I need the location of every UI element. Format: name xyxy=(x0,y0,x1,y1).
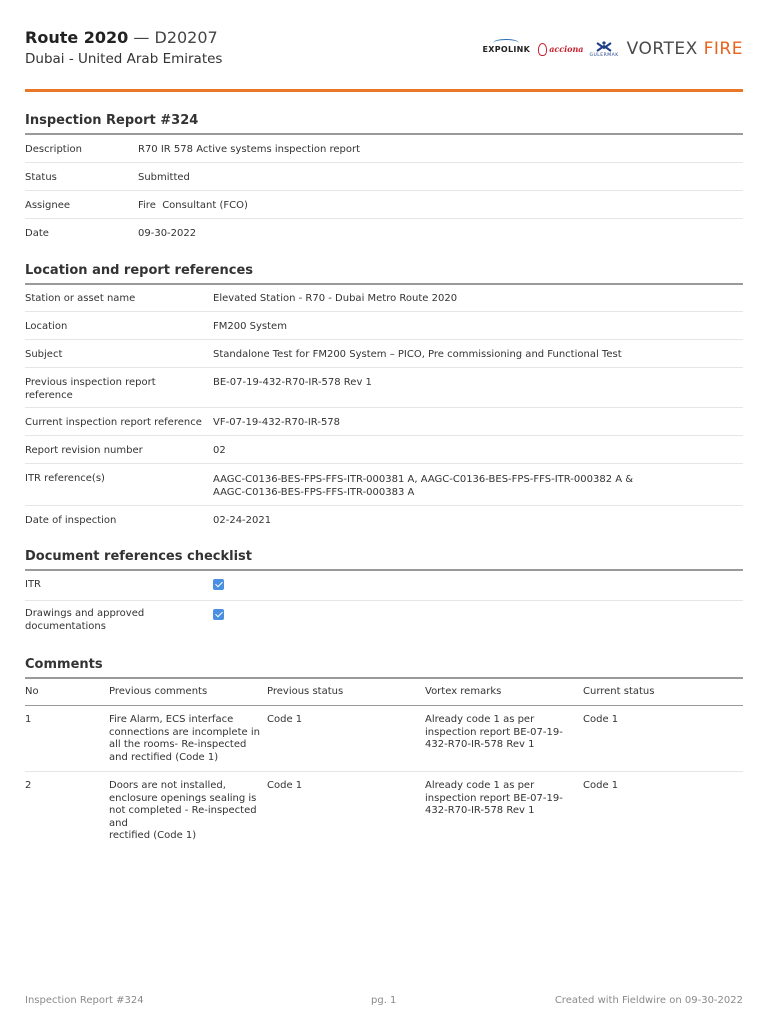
footer-page-number: pg. 1 xyxy=(371,995,397,1006)
comment-previous-status: Code 1 xyxy=(267,714,303,725)
comment-row xyxy=(25,772,743,848)
ref-label: Station or asset name xyxy=(25,293,136,304)
ref-label: Report revision number xyxy=(25,445,143,456)
comment-previous-comments: Fire Alarm, ECS interface connections are incomplete in all the rooms- Re-inspected and rectified (Code 1) xyxy=(109,714,260,763)
project-code: D20207 xyxy=(154,28,218,47)
page-footer xyxy=(25,995,743,1009)
expolink-logo-text: EXPOLINK xyxy=(482,44,531,54)
info-value: 09-30-2022 xyxy=(138,228,197,239)
ref-row-subject xyxy=(25,340,743,368)
acciona-logo-text: acciona xyxy=(549,44,584,54)
report-page xyxy=(25,0,743,1024)
title-separator: — xyxy=(133,28,150,47)
info-row-date xyxy=(25,219,743,247)
ref-value: AAGC-C0136-BES-FPS-FFS-ITR-000381 A, AAGC-C0136-BES-FPS-FFS-ITR-000382 A & AAGC-C0136-BES-FPS-FFS-ITR-000383 A xyxy=(213,474,634,498)
ref-value: FM200 System xyxy=(213,321,287,332)
comment-current-status: Code 1 xyxy=(583,714,619,725)
ref-value: Elevated Station - R70 - Dubai Metro Route 2020 xyxy=(213,293,458,304)
comment-no: 1 xyxy=(25,714,32,725)
ref-row-revision xyxy=(25,436,743,464)
checklist-row-itr xyxy=(25,571,743,601)
info-value: Submitted xyxy=(138,172,190,183)
ref-value: Standalone Test for FM200 System – PICO, Pre commissioning and Functional Test xyxy=(213,349,622,360)
comment-vortex-remarks: Already code 1 as per inspection report BE-07-19- 432-R70-IR-578 Rev 1 xyxy=(425,780,563,817)
acciona-logo xyxy=(538,43,583,56)
col-header-vortex-remarks: Vortex remarks xyxy=(425,686,502,697)
info-label: Assignee xyxy=(25,200,71,211)
ref-label: Location xyxy=(25,321,68,332)
checklist-label: ITR xyxy=(25,579,42,590)
vortex-fire-logo xyxy=(627,39,743,59)
location-references-title: Location and report references xyxy=(25,263,253,278)
col-header-previous-comments: Previous comments xyxy=(109,686,208,697)
project-title xyxy=(25,28,218,47)
ref-value: 02-24-2021 xyxy=(213,515,272,526)
info-row-status xyxy=(25,163,743,191)
header-divider xyxy=(25,89,743,92)
info-label: Date xyxy=(25,228,49,239)
ref-value: 02 xyxy=(213,445,226,456)
col-header-current-status: Current status xyxy=(583,686,655,697)
itr-checkbox[interactable] xyxy=(213,579,224,590)
info-label: Description xyxy=(25,144,82,155)
ref-row-previous-report xyxy=(25,368,743,408)
partner-logos xyxy=(483,36,743,62)
comment-current-status: Code 1 xyxy=(583,780,619,791)
info-value: R70 IR 578 Active systems inspection report xyxy=(138,144,361,155)
ref-label: ITR reference(s) xyxy=(25,473,105,484)
ref-label: Subject xyxy=(25,349,63,360)
doc-checklist-title: Document references checklist xyxy=(25,549,253,564)
ref-label: Date of inspection xyxy=(25,515,117,526)
project-name: Route 2020 xyxy=(25,28,129,47)
project-location: Dubai - United Arab Emirates xyxy=(25,51,223,67)
ref-value: VF-07-19-432-R70-IR-578 xyxy=(213,417,341,428)
comments-title: Comments xyxy=(25,657,103,672)
drawings-checkbox[interactable] xyxy=(213,609,224,620)
comment-no: 2 xyxy=(25,780,32,791)
ref-label: Previous inspection report reference xyxy=(25,377,156,401)
ref-label: Current inspection report reference xyxy=(25,417,202,428)
ref-row-location xyxy=(25,312,743,340)
ref-value: BE-07-19-432-R70-IR-578 Rev 1 xyxy=(213,377,372,388)
info-row-description xyxy=(25,135,743,163)
ref-row-inspection-date xyxy=(25,506,743,534)
footer-report-name: Inspection Report #324 xyxy=(25,995,144,1006)
checklist-row-drawings xyxy=(25,601,743,643)
col-header-previous-status: Previous status xyxy=(267,686,344,697)
vortex-word: VORTEX xyxy=(626,39,698,59)
checklist-label: Drawings and approved documentations xyxy=(25,608,145,632)
info-value: Fire Consultant (FCO) xyxy=(138,200,248,211)
comment-previous-status: Code 1 xyxy=(267,780,303,791)
ref-row-itr xyxy=(25,464,743,506)
col-header-no: No xyxy=(25,686,39,697)
ref-row-current-report xyxy=(25,408,743,436)
comment-vortex-remarks: Already code 1 as per inspection report BE-07-19- 432-R70-IR-578 Rev 1 xyxy=(425,714,563,751)
ref-row-station xyxy=(25,284,743,312)
comment-row xyxy=(25,706,743,772)
gulermak-emblem-icon xyxy=(595,41,613,53)
report-header xyxy=(25,28,743,78)
comment-previous-comments: Doors are not installed, enclosure openings sealing is not completed - Re-inspected and rectified (Code 1) xyxy=(109,780,257,842)
info-row-assignee xyxy=(25,191,743,219)
fire-word: FIRE xyxy=(703,39,743,59)
gulermak-logo xyxy=(590,41,619,58)
gulermak-logo-text: GULERMAK xyxy=(589,52,619,58)
expolink-logo xyxy=(483,45,531,54)
footer-created-with: Created with Fieldwire on 09-30-2022 xyxy=(554,995,743,1006)
comments-header-row xyxy=(25,678,743,706)
info-label: Status xyxy=(25,172,57,183)
inspection-report-title: Inspection Report #324 xyxy=(25,113,199,128)
